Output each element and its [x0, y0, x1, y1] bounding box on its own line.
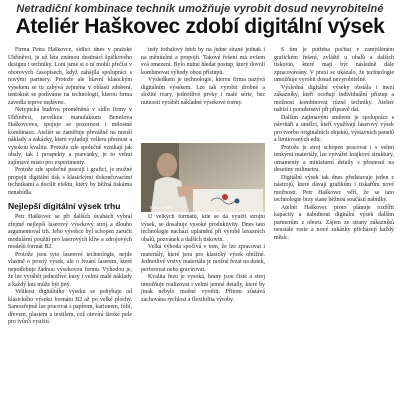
workshop-photo-illustration [141, 143, 265, 212]
paragraph: Netypická budova proměněná v sídlo firmy v Uhříněvsi, nevelkou manufakturu Benešova Haškovcova, spojuje se pozornost i milostné kombinace. Ateliér se zaměřuje převážně na menší náklady a zakázky, které vyžadují velkou přesnost a vysokou kvalitu. Protože zde společně vznikají jak obaly, tak i prospekty a pozvánky, je to velmi zajímavé místo pro experimenty. [8, 107, 132, 166]
paragraph: S tím je potřeba počítat v zamýšleném grafickém řešení, zvláště u obalů a dalších tiskovin, které mají být následně dále zpracovávány. V praxi se ukázalo, že technologie umožňuje vyrobit dosud nevyrobitelné. [274, 47, 394, 83]
paragraph: Velká výhoda spočívá v tom, že lze zpracovat i materiály, které jsou pro klasický výsek obtížné. Jednotlivé vrstvy materiálu je možné řezat na dotek, perforovat nebo gravírovat. [141, 244, 265, 273]
paragraph: Dalším zajímavým směrem je spolupráce s návrháři a umělci, kteří využívají laserový výsek pro tvorbu originálních objektů, výstavních panelů a limitovaných edic. [274, 114, 394, 143]
paragraph: Firmu Petra Haškovce, sídlící dnes v pražské Uhříněvsi, je už léta známou destinací špičkového designu i techniky. Loni jsme si o ní mohli přečíst v oborových časopisech, když zahájila spolupráci s novými partnery. Protože ale hlavní klasickým výsekem se tu zabývá zejména v oblasti zdobení, tentokrát se podíváme na technologii, kterou firma zavedla teprve nedávno. [8, 47, 132, 106]
paragraph: Petr Haškovec se při dalších úvahách vybral zřejmě nejlepší laserový výsekový stroj a dlouho argumentoval trh. Jeho výrobce byl schopen zaručit modulární použití pro laserových kliw a zdrojových modelů formát B2. [8, 214, 132, 250]
paragraph: Protože zde společně pracují i grafici, je možné propojit digitální tisk s klasickými dokončovacími technikami a docílit efektu, který by běžná tiskárna nenabídla. [8, 167, 132, 196]
article-headline: Ateliér Haškovec zdobí digitální výsek [15, 15, 385, 38]
paragraph: Kvalita řezu je vysoká, hrany jsou čisté a stroj umožňuje realizovat i velmi jemné detaily, které by jinak nebylo možné vyrobit. Přitom zůstává zachována rychlost a flexibilita výroby. [141, 274, 265, 303]
paragraph: Výsledkem je technologie, kterou firma nazývá digitálním výsekem. Lze tak vyrobit drobné a složité tvary, jednotlivé prvky i malé série, bez nutnosti vyrábět nákladné výsekové formy. [141, 77, 265, 106]
paragraph: Ateliér Haškovec proto plánuje rozšířit kapacity a nabídnout digitální výsek dalším partnerům z oboru. Zájem ze strany zákazníků neustále roste a nové zakázky přicházejí každý měsíc. [274, 204, 394, 241]
paragraph: Výsledná digitální výseky obstála i mezi zákazníky, kteří oceňují individuální přístup a možnost kombinovat různé techniky. Ateliér nabízí i poradenství při přípravě dat. [274, 84, 394, 113]
paragraph: Protože je stroj schopen pracovat i s velmi tenkými materiály, lze vytvářet krajkové struktury, ornamenty a miniaturní detaily s přesností na desetiny milimetru. [274, 144, 394, 173]
article-column-2-top [141, 47, 265, 143]
section-subhead: Nejlepší digitální výsek trhu [8, 201, 121, 211]
paragraph: Protože jsou tyto laserové technologie, nejde vlastně o prostý výsek, ale o řezání laserem, které nepotřebuje žádnou výsekovou formu. Výhodou je, že lze vyrábět jednotlivé kusy i velmi malé náklady a každý kus může být jiný. [8, 251, 132, 288]
paragraph: U velkých formátů, kde se dá využít strojní výsek, se dosahuje vysoké produktivity. Dnes tato technologie nachází uplatnění při výrobě luxusních obalů, pozvánek a dalších tiskovin. [141, 214, 265, 243]
article-column-3 [274, 47, 394, 397]
paragraph: tedy fotbalový hřeb by na jedné straně jednak i na měnitelné a propojit. Takové řešení má ovšem svá omezení. Bylo nutné hledat postup, který dovolí kombinovat výhody obou přístupů. [141, 47, 265, 76]
article-photo [141, 143, 265, 212]
paragraph: Velikost digitálního výseku se pohybuje od klasického výseku formátu B2 až po velké plochy. Samozřejmě lze pracovat s papírem, kartonem, fólií, dřevem, plastem a textilem, což otevírá široké pole pro tvůrčí využití. [8, 289, 132, 325]
article-column-2-bottom [141, 214, 265, 397]
photo-credit: Foto: autor [150, 205, 172, 210]
paragraph: Digitální výsek tak dnes představuje jeden z nástrojů, které dávají grafikům i tiskařům nové možnosti. Petr Haškovec věří, že se tato technologie brzy stane běžnou součástí nabídky. [274, 174, 394, 203]
article-kicker: Netradiční kombinace technik umožňuje vyrobit dosud nevyrobitelné [16, 3, 384, 15]
article-column-1 [8, 47, 132, 397]
